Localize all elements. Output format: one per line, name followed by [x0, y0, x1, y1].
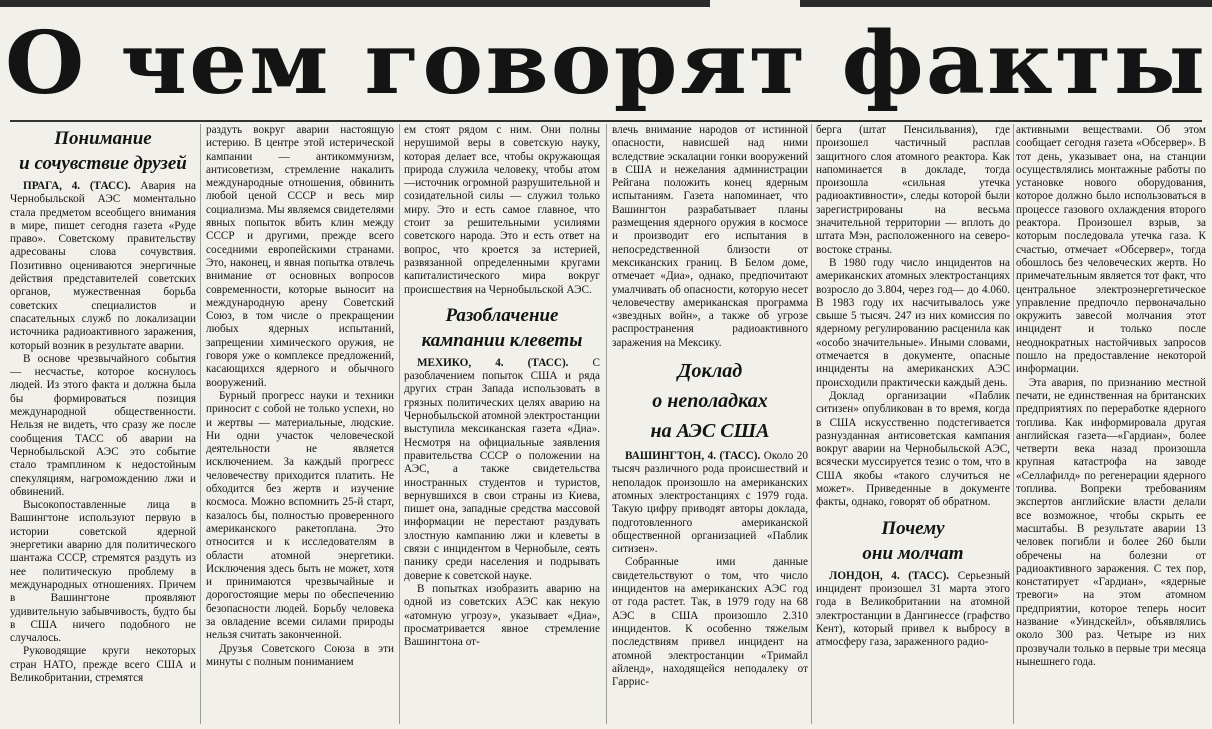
article-paragraph: Высокопоставленные лица в Вашингтоне используют первую в истории советской ядерной энергетики аварию для политического шантажа СССР, стремятся раздуть из нее политическую проблему в международных отношениях. Причем в Вашингтоне проявляют удивительную забывчивость, будто бы в США ничего подобного не случалось.: [10, 499, 196, 645]
article-paragraph: ем стоят рядом с ним. Они полны нерушимой веры в советскую науку, которая делает все, чтобы окружающая природа служила человеку, чтобы атом—источник огромной разрушительной и созидательной силы — служил только миру. Это и есть самое главное, что стоит за решительными усилиями советского народа. Это и есть ответ на вопрос, что кроется за истерией, развязанной определенными кругами капиталистического мира вокруг происшествия на Чернобыльской АЭС.: [404, 124, 600, 296]
column-divider: [811, 124, 812, 724]
article-paragraph: Доклад организации «Паблик ситизен» опубликован в то время, когда в США искусственно подстегивается разнузданная антисоветская кампания вокруг аварии на Чернобыльской АЭС, всячески муссируется тезис о том, что в США якобы «такого случиться не может». Приведенные в документе факты, однако, говорят об обратном.: [816, 389, 1010, 509]
column-2: [206, 124, 394, 724]
column-1: [10, 122, 196, 722]
article-title-line: кампании клеветы: [421, 329, 583, 351]
top-border: [0, 0, 1212, 7]
article-paragraph: Эта авария, по признанию местной печати, не единственная на британских предприятиях по переработке ядерного топлива. Как информировала другая английская газета—«Гардиан», более четверти века назад произошла крупная катастрофа на заводе «Селлафилд» по регенерации ядерного топлива. Вопреки требованиям экспертов английские власти делали все возможное, чтобы скрыть ее масштабы. В результате аварии 13 человек погибли и более 260 были обречены на болезни от радиоактивного заражения. С тех пор, констатирует «Гардиан», «ядерные тревоги» на этом атомном предприятии, которое теперь носит название «Уиндскейл», объявлялись около 300 раз. Четыре из них прозвучали только в первые три месяца нынешнего года.: [1016, 376, 1206, 668]
article-paragraph: ВАШИНГТОН, 4. (ТАСС). Около 20 тысяч различного рода происшествий и неполадок произошло на американских атомных электростанциях с 1979 года. Такую цифру приводят авторы доклада, подготовленного американской общественной организацией «Паблик ситизен».: [612, 450, 808, 556]
dateline: ПРАГА, 4. (ТАСС).: [23, 180, 131, 192]
article-title-line: Доклад: [677, 360, 743, 383]
column-divider: [606, 124, 607, 724]
article-paragraph: Друзья Советского Союза в эти минуты с полным пониманием: [206, 642, 394, 668]
column-5: [816, 124, 1010, 724]
article-title-line: и сочувствие друзей: [19, 153, 187, 174]
dateline: ЛОНДОН, 4. (ТАСС).: [829, 569, 950, 582]
column-4: [612, 124, 808, 724]
article-title-line: Понимание: [54, 128, 152, 149]
article-paragraph: Руководящие круги некоторых стран НАТО, прежде всего США и Великобритании, стремятся: [10, 645, 196, 684]
headline: О чем говорят факты: [4, 13, 1208, 114]
dateline: ВАШИНГТОН, 4. (ТАСС).: [625, 450, 761, 463]
column-3: [404, 124, 600, 724]
article-title-line: они молчат: [862, 542, 964, 564]
column-divider: [200, 124, 201, 724]
article-paragraph: В 1980 году число инцидентов на американских атомных электростанциях возросло до 3.804, через год— до 4.060. В 1983 году их насчитывалось уже свыше 5 тысяч. 247 из них комиссия по ядерному регулированию расценила как «особо значительные». Иными словами, отмечается в документе, опасные инциденты на американских АЭС происходили практически каждый день.: [816, 256, 1010, 389]
article-paragraph: В основе чрезвычайного события — несчастье, которое коснулось людей. Из этого факта и должна была бы формироваться позиция международной общественности. Нельзя не видеть, что сразу же после сообщения ТАСС об аварии на Чернобыльской АЭС это событие стало трамплином к недостойным спекуляциям, нагромождению лжи и обвинений.: [10, 352, 196, 498]
column-6: [1016, 124, 1206, 724]
article-title-line: на АЭС США: [650, 420, 770, 443]
article-paragraph: берга (штат Пенсильвания), где произошел частичный расплав защитного слоя атомного реактора. Как напоминается в докладе, тогда произошла «сильная утечка радиоактивности», следы которой были зарегистрированы на весьма значительной территории — вплоть до штата Мэн, расположенного на северо-востоке страны.: [816, 124, 1010, 256]
article-paragraph: влечь внимание народов от истинной опасности, нависшей над ними вследствие эскалации гонки вооружений в США и нежелания администрации Рейгана положить конец ядерным испытаниям. Газета напоминает, что Вашингтон разрабатывает планы размещения ядерного оружия в космосе и производит его испытания в непосредственной близости от мексиканских границ. В Белом доме, отмечает «Диа», однако, предпочитают умалчивать об опасности, которую несет человечеству американская программа «звездных войн», а также об угрозе распространения радиоактивного заражения на Мексику.: [612, 124, 808, 349]
article-paragraph: раздуть вокруг аварии настоящую истерию. В центре этой истерической кампании — антикоммунизм, антисоветизм, стремление накалить международные отношения, обвинить любой ценой СССР и весь мир социализма. Мы являемся свидетелями явных попыток вбить клин между СССР и другими, прежде всего соседними европейскими странами. Это, наконец, и явная попытка отвлечь внимание от основных вопросов современности, которые выносит на международную арену Советский Союз, в том числе о прекращении любых ядерных испытаний, запрещении химического оружия, не говоря уже о комплексе предложений, касающихся ядерного и обычного вооружений.: [206, 124, 394, 389]
article-title-line: о неполадках: [652, 390, 768, 413]
dateline: МЕХИКО, 4. (ТАСС).: [417, 356, 569, 369]
article-title-line: Почему: [881, 517, 945, 539]
column-divider: [399, 124, 400, 724]
article-paragraph: активными веществами. Об этом сообщает сегодня газета «Обсервер». В тот день, указывает она, на станции осуществлялись монтажные работы по установке нового оборудования, которое должно было использоваться в процессе газового охлаждения второго реактора. Произошел взрыв, за которым последовала утечка газа. К счастью, отмечает «Обсервер», тогда обошлось без человеческих жертв. Но примечательным является тот факт, что центральное электроэнергетическое управление предпочло первоначально окружить завесой молчания этот инцидент и только после неоднократных настойчивых запросов пошло на предоставление некоторой информации.: [1016, 124, 1206, 376]
article-paragraph: ЛОНДОН, 4. (ТАСС). Серьезный инцидент произошел 31 марта этого года в Великобритании на атомной электростанции в Дангинессе (графство Кент), который привел к выбросу в атмосферу газа, зараженного радио-: [816, 569, 1010, 649]
article-paragraph: В попытках изобразить аварию на одной из советских АЭС как некую «атомную угрозу», указывает «Диа», просматривается явное стремление Вашингтона от-: [404, 582, 600, 649]
article-title-line: Разоблачение: [445, 304, 559, 326]
article-paragraph: Бурный прогресс науки и техники приносит с собой не только успехи, но и жертвы — материальные, людские. Ни одни участок человеческой деятельности не является исключением. За каждый прогресс человечеству приходится платить. Не обходится без жертв и изучение космоса. Можно вспомнить 25-й старт, казалось бы, полностью проверенного американского ракетоплана. Это относится и к исследователям в области атомной энергетики. Исключения здесь быть не может, хотя и принимаются чрезвычайные и дорогостоящие меры по обеспечению безопасности людей. Борьбу человека за овладение всеми силами природы нельзя считать законченной.: [206, 389, 394, 642]
article-paragraph: Собранные ими данные свидетельствуют о том, что число инцидентов на американских АЭС год от года растет. Так, в 1979 году на 68 АЭС в США произошло 2.310 инцидентов. К особенно тяжелым последствиям привел инцидент на атомной электростанции «Тримайл айленд», находящейся неподалеку от Гаррис-: [612, 556, 808, 689]
article-paragraph: МЕХИКО, 4. (ТАСС). С разоблачением попыток США и ряда других стран Запада использовать в грязных политических целях аварию на Чернобыльской атомной электростанции выступила мексиканская газета «Диа». Несмотря на официальные заявления правительства СССР о положении на АЭС, а также свидетельства иностранных студентов и туристов, вернувшихся в свои страны из Киева, пишет она, западные средства массовой информации не перестают раздувать злостную кампанию лжи и клеветы в связи с инцидентом в Чернобыле, сеять панику среди населения и подрывать доверие к советской науке.: [404, 356, 600, 582]
article-paragraph: ПРАГА, 4. (ТАСС). Авария на Чернобыльской АЭС моментально стала предметом всеобщего внимания в мире, пишет сегодня газета «Руде право». Советскому правительству адресованы слова сочувствия. Позитивно оцениваются энергичные действия представителей советских органов, мужественная борьба советских специалистов и спасательных служб по локализации источника радиоактивного заражения, который возник в результате аварии.: [10, 180, 196, 352]
column-divider: [1013, 124, 1014, 724]
